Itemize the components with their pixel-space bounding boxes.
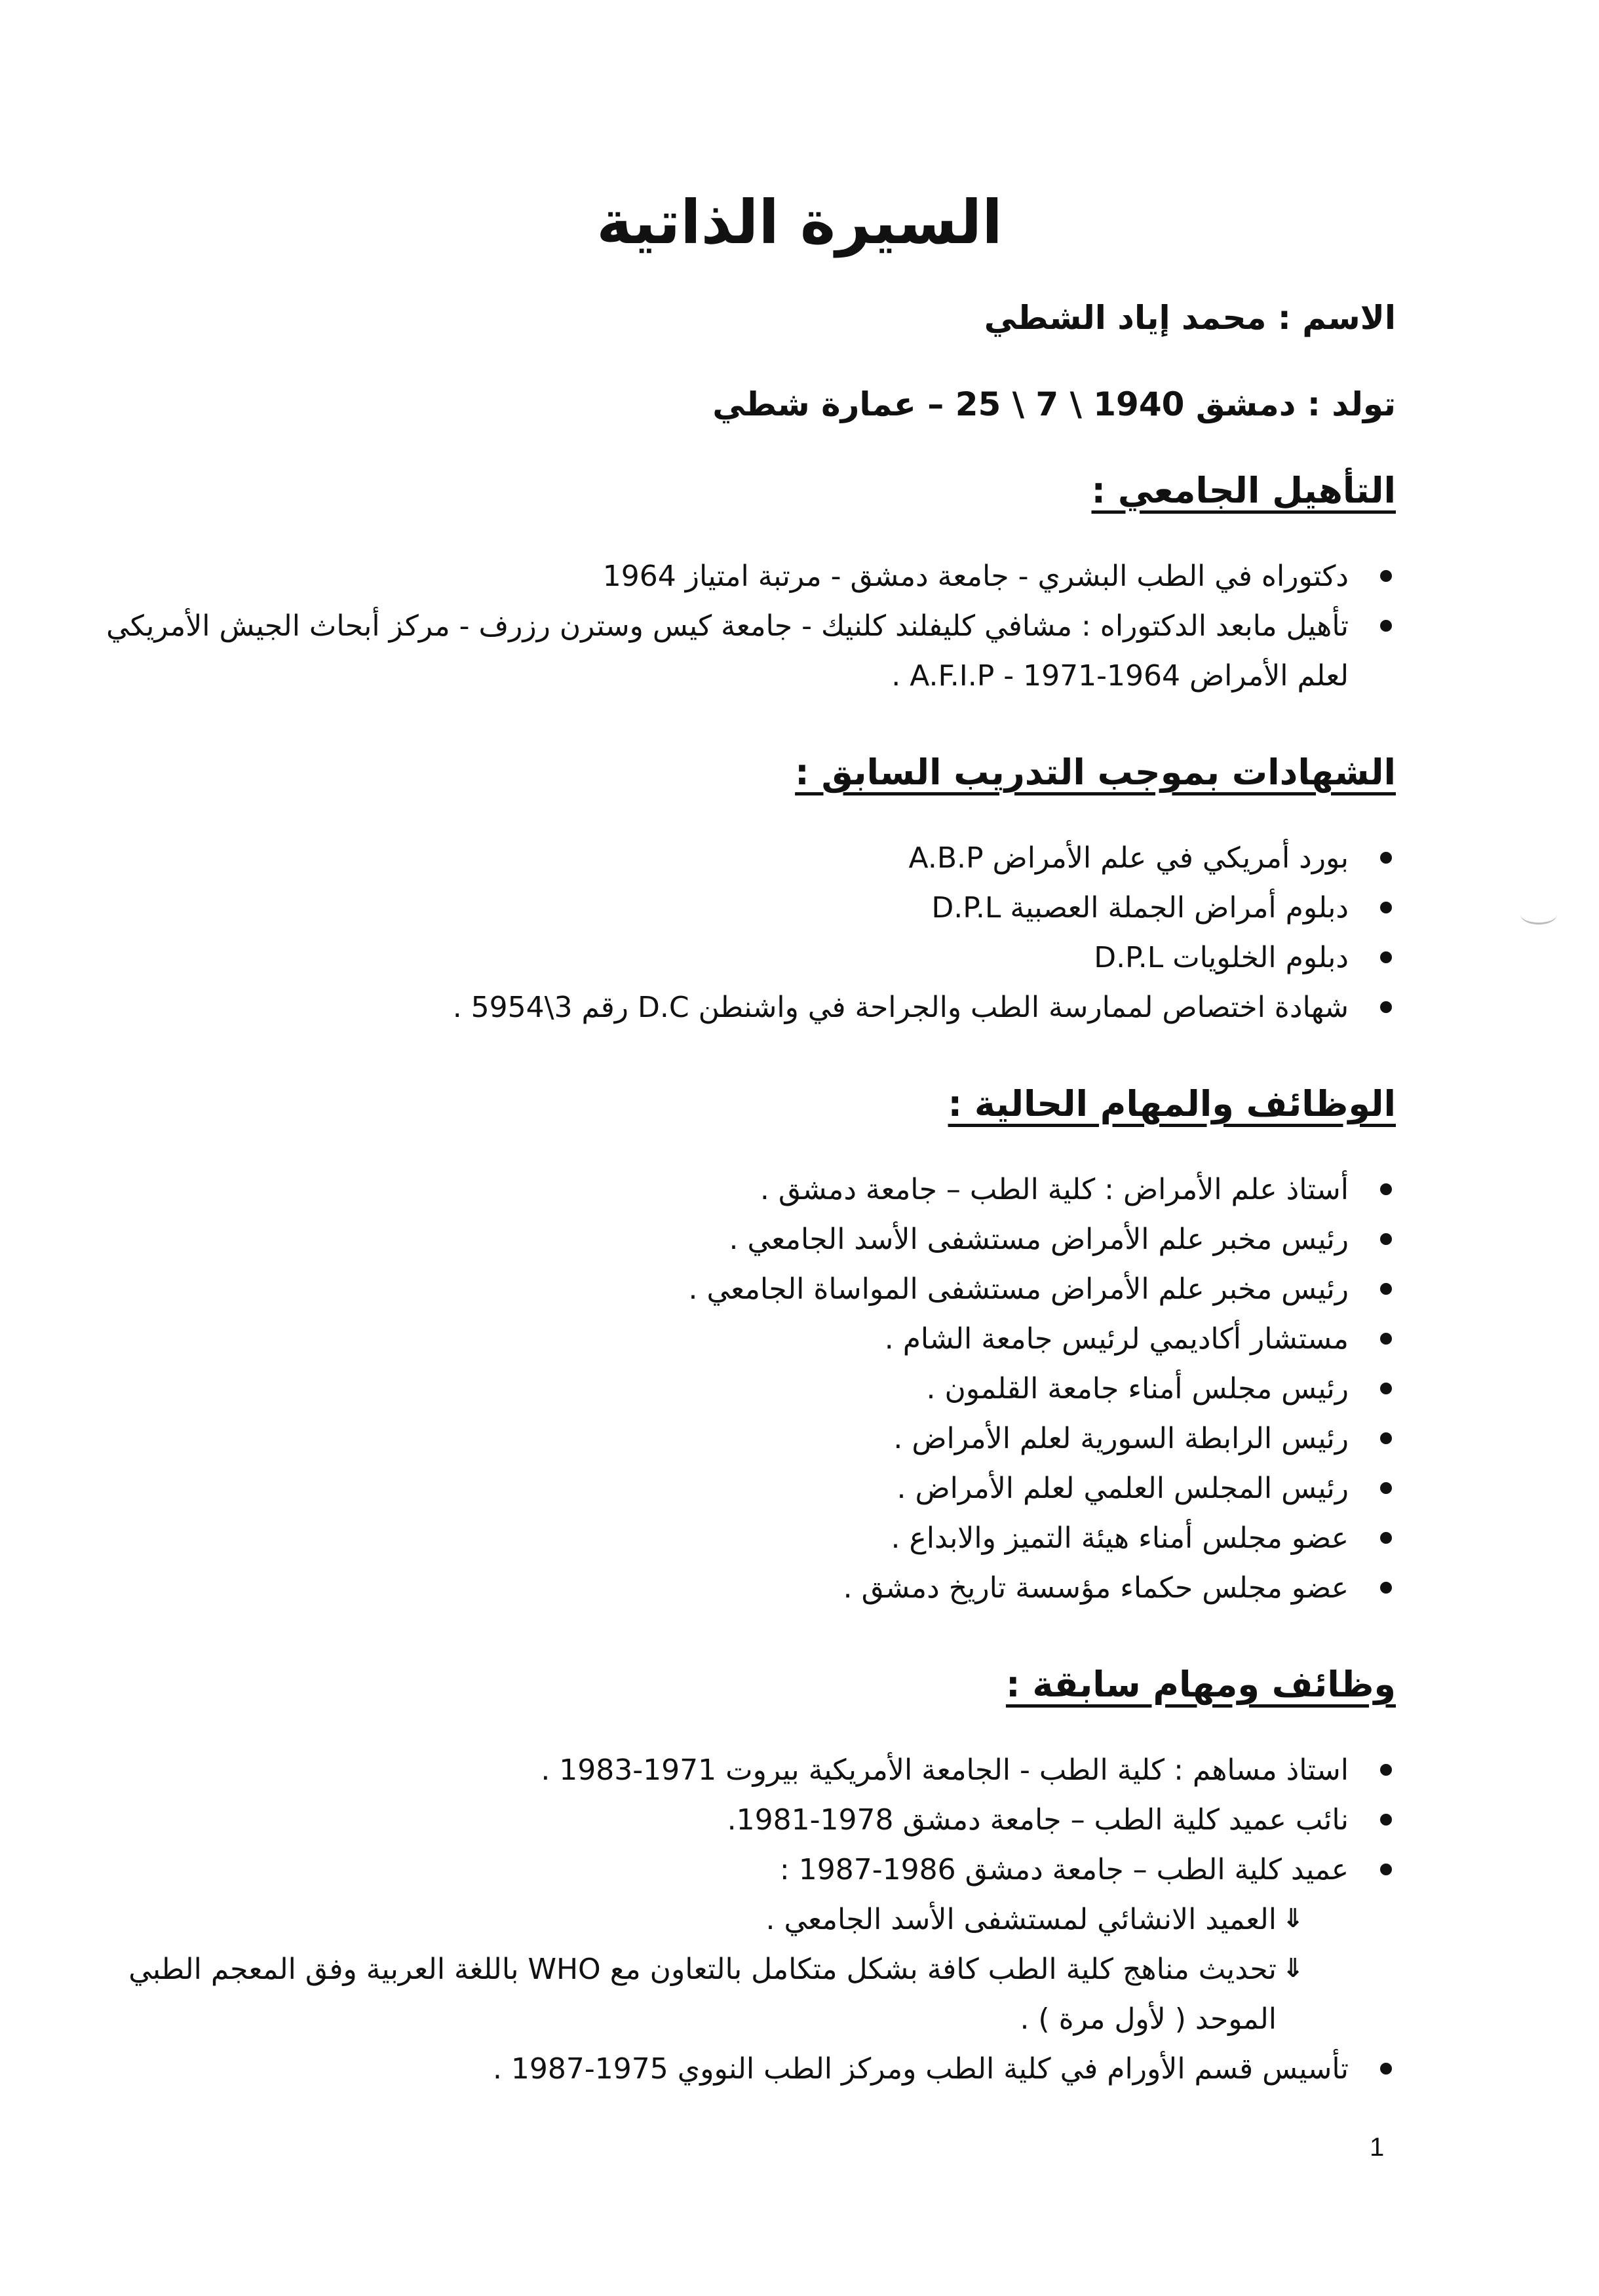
cv-content [59, 288, 1396, 2136]
sub-list-item: ⇓ تحديث مناهج كلية الطب كافة بشكل متكامل بالتعاون مع WHO باللغة العربية وفق المعجم الطبي الموحد ( لأول مرة ) . [128, 1953, 1304, 2036]
list-item: دبلوم الخلويات D.P.L [59, 933, 1396, 983]
list-item: أستاذ علم الأمراض : كلية الطب – جامعة دمشق . [59, 1165, 1396, 1215]
current-roles-list [59, 1165, 1396, 1613]
bullet-icon [1380, 902, 1392, 913]
bullet-icon [1380, 852, 1392, 864]
bullet-icon [1380, 1333, 1392, 1345]
birth-value: دمشق 1940 \ 7 \ 25 – عمارة شطي [712, 385, 1296, 423]
list-item: تأهيل مابعد الدكتوراه : مشافي كليفلند كلنيك - جامعة كيس وسترن رزرف - مركز أبحاث الجيش الأمريكي لعلم الأمراض A.F.I.P - 1971-1964 . [59, 602, 1396, 701]
education-list [59, 552, 1396, 701]
previous-roles-list [59, 1746, 1396, 2094]
bullet-icon [1380, 1482, 1392, 1494]
certificates-list [59, 833, 1396, 1033]
bullet-icon [1380, 1814, 1392, 1826]
scan-mark-icon [1520, 904, 1557, 925]
list-item: رئيس مخبر علم الأمراض مستشفى الأسد الجامعي . [59, 1215, 1396, 1265]
name-label: الاسم : [1266, 299, 1396, 337]
list-item: دبلوم أمراض الجملة العصبية D.P.L [59, 883, 1396, 933]
bullet-icon [1380, 1001, 1392, 1013]
page-number: 1 [1370, 2133, 1385, 2162]
name-value: محمد إياد الشطي [984, 299, 1267, 337]
page-title: السيرة الذاتية [596, 187, 1003, 258]
list-item: رئيس المجلس العلمي لعلم الأمراض . [59, 1464, 1396, 1514]
bullet-icon [1380, 1233, 1392, 1245]
previous-roles-heading: وظائف ومهام سابقة : [1005, 1664, 1396, 1705]
birth-label: تولد : [1296, 385, 1396, 423]
list-item: رئيس مجلس أمناء جامعة القلمون . [59, 1364, 1396, 1414]
name-line [59, 288, 1396, 347]
bullet-icon [1380, 951, 1392, 963]
list-item: رئيس مخبر علم الأمراض مستشفى المواساة الجامعي . [59, 1265, 1396, 1314]
list-item: عضو مجلس حكماء مؤسسة تاريخ دمشق . [59, 1563, 1396, 1613]
bullet-icon [1380, 620, 1392, 632]
list-item: استاذ مساهم : كلية الطب - الجامعة الأمريكية بيروت 1971-1983 . [59, 1746, 1396, 1795]
list-item: نائب عميد كلية الطب – جامعة دمشق 1978-1981. [59, 1795, 1396, 1845]
bullet-icon [1380, 1532, 1392, 1544]
birth-line [59, 375, 1396, 434]
education-heading: التأهيل الجامعي : [1091, 470, 1396, 511]
list-item: عميد كلية الطب – جامعة دمشق 1986-1987 : ⇓ العميد الانشائي لمستشفى الأسد الجامعي . ⇓ تحديث مناهج كلية الطب كافة بشكل متكامل بالتعاون مع WHO باللغة العربية وفق المعجم الطبي الموحد ( لأول مرة ) . [59, 1845, 1396, 2044]
bullet-icon [1380, 1183, 1392, 1195]
bullet-icon [1380, 1383, 1392, 1394]
certificates-heading: الشهادات بموجب التدريب السابق : [795, 752, 1396, 793]
bullet-icon [1380, 2063, 1392, 2075]
list-item: عضو مجلس أمناء هيئة التميز والابداع . [59, 1514, 1396, 1563]
current-roles-heading: الوظائف والمهام الحالية : [948, 1083, 1396, 1124]
bullet-icon [1380, 1283, 1392, 1295]
list-item: شهادة اختصاص لممارسة الطب والجراحة في واشنطن D.C رقم 3\5954 . [59, 983, 1396, 1033]
list-item: بورد أمريكي في علم الأمراض A.B.P [59, 833, 1396, 883]
bullet-icon [1380, 570, 1392, 582]
arrow-bullet-icon: ⇓ [1282, 1904, 1304, 1934]
bullet-icon [1380, 1432, 1392, 1444]
bullet-icon [1380, 1864, 1392, 1875]
list-item: تأسيس قسم الأورام في كلية الطب ومركز الطب النووي 1975-1987 . [59, 2044, 1396, 2094]
arrow-bullet-icon: ⇓ [1282, 1953, 1304, 1983]
bullet-icon [1380, 1764, 1392, 1776]
bullet-icon [1380, 1582, 1392, 1594]
list-item: رئيس الرابطة السورية لعلم الأمراض . [59, 1414, 1396, 1464]
dean-achievements-list [59, 1895, 1349, 2044]
list-item: مستشار أكاديمي لرئيس جامعة الشام . [59, 1314, 1396, 1364]
sub-list-item: ⇓ العميد الانشائي لمستشفى الأسد الجامعي . [765, 1903, 1304, 1936]
list-item: دكتوراه في الطب البشري - جامعة دمشق - مرتبة امتياز 1964 [59, 552, 1396, 602]
